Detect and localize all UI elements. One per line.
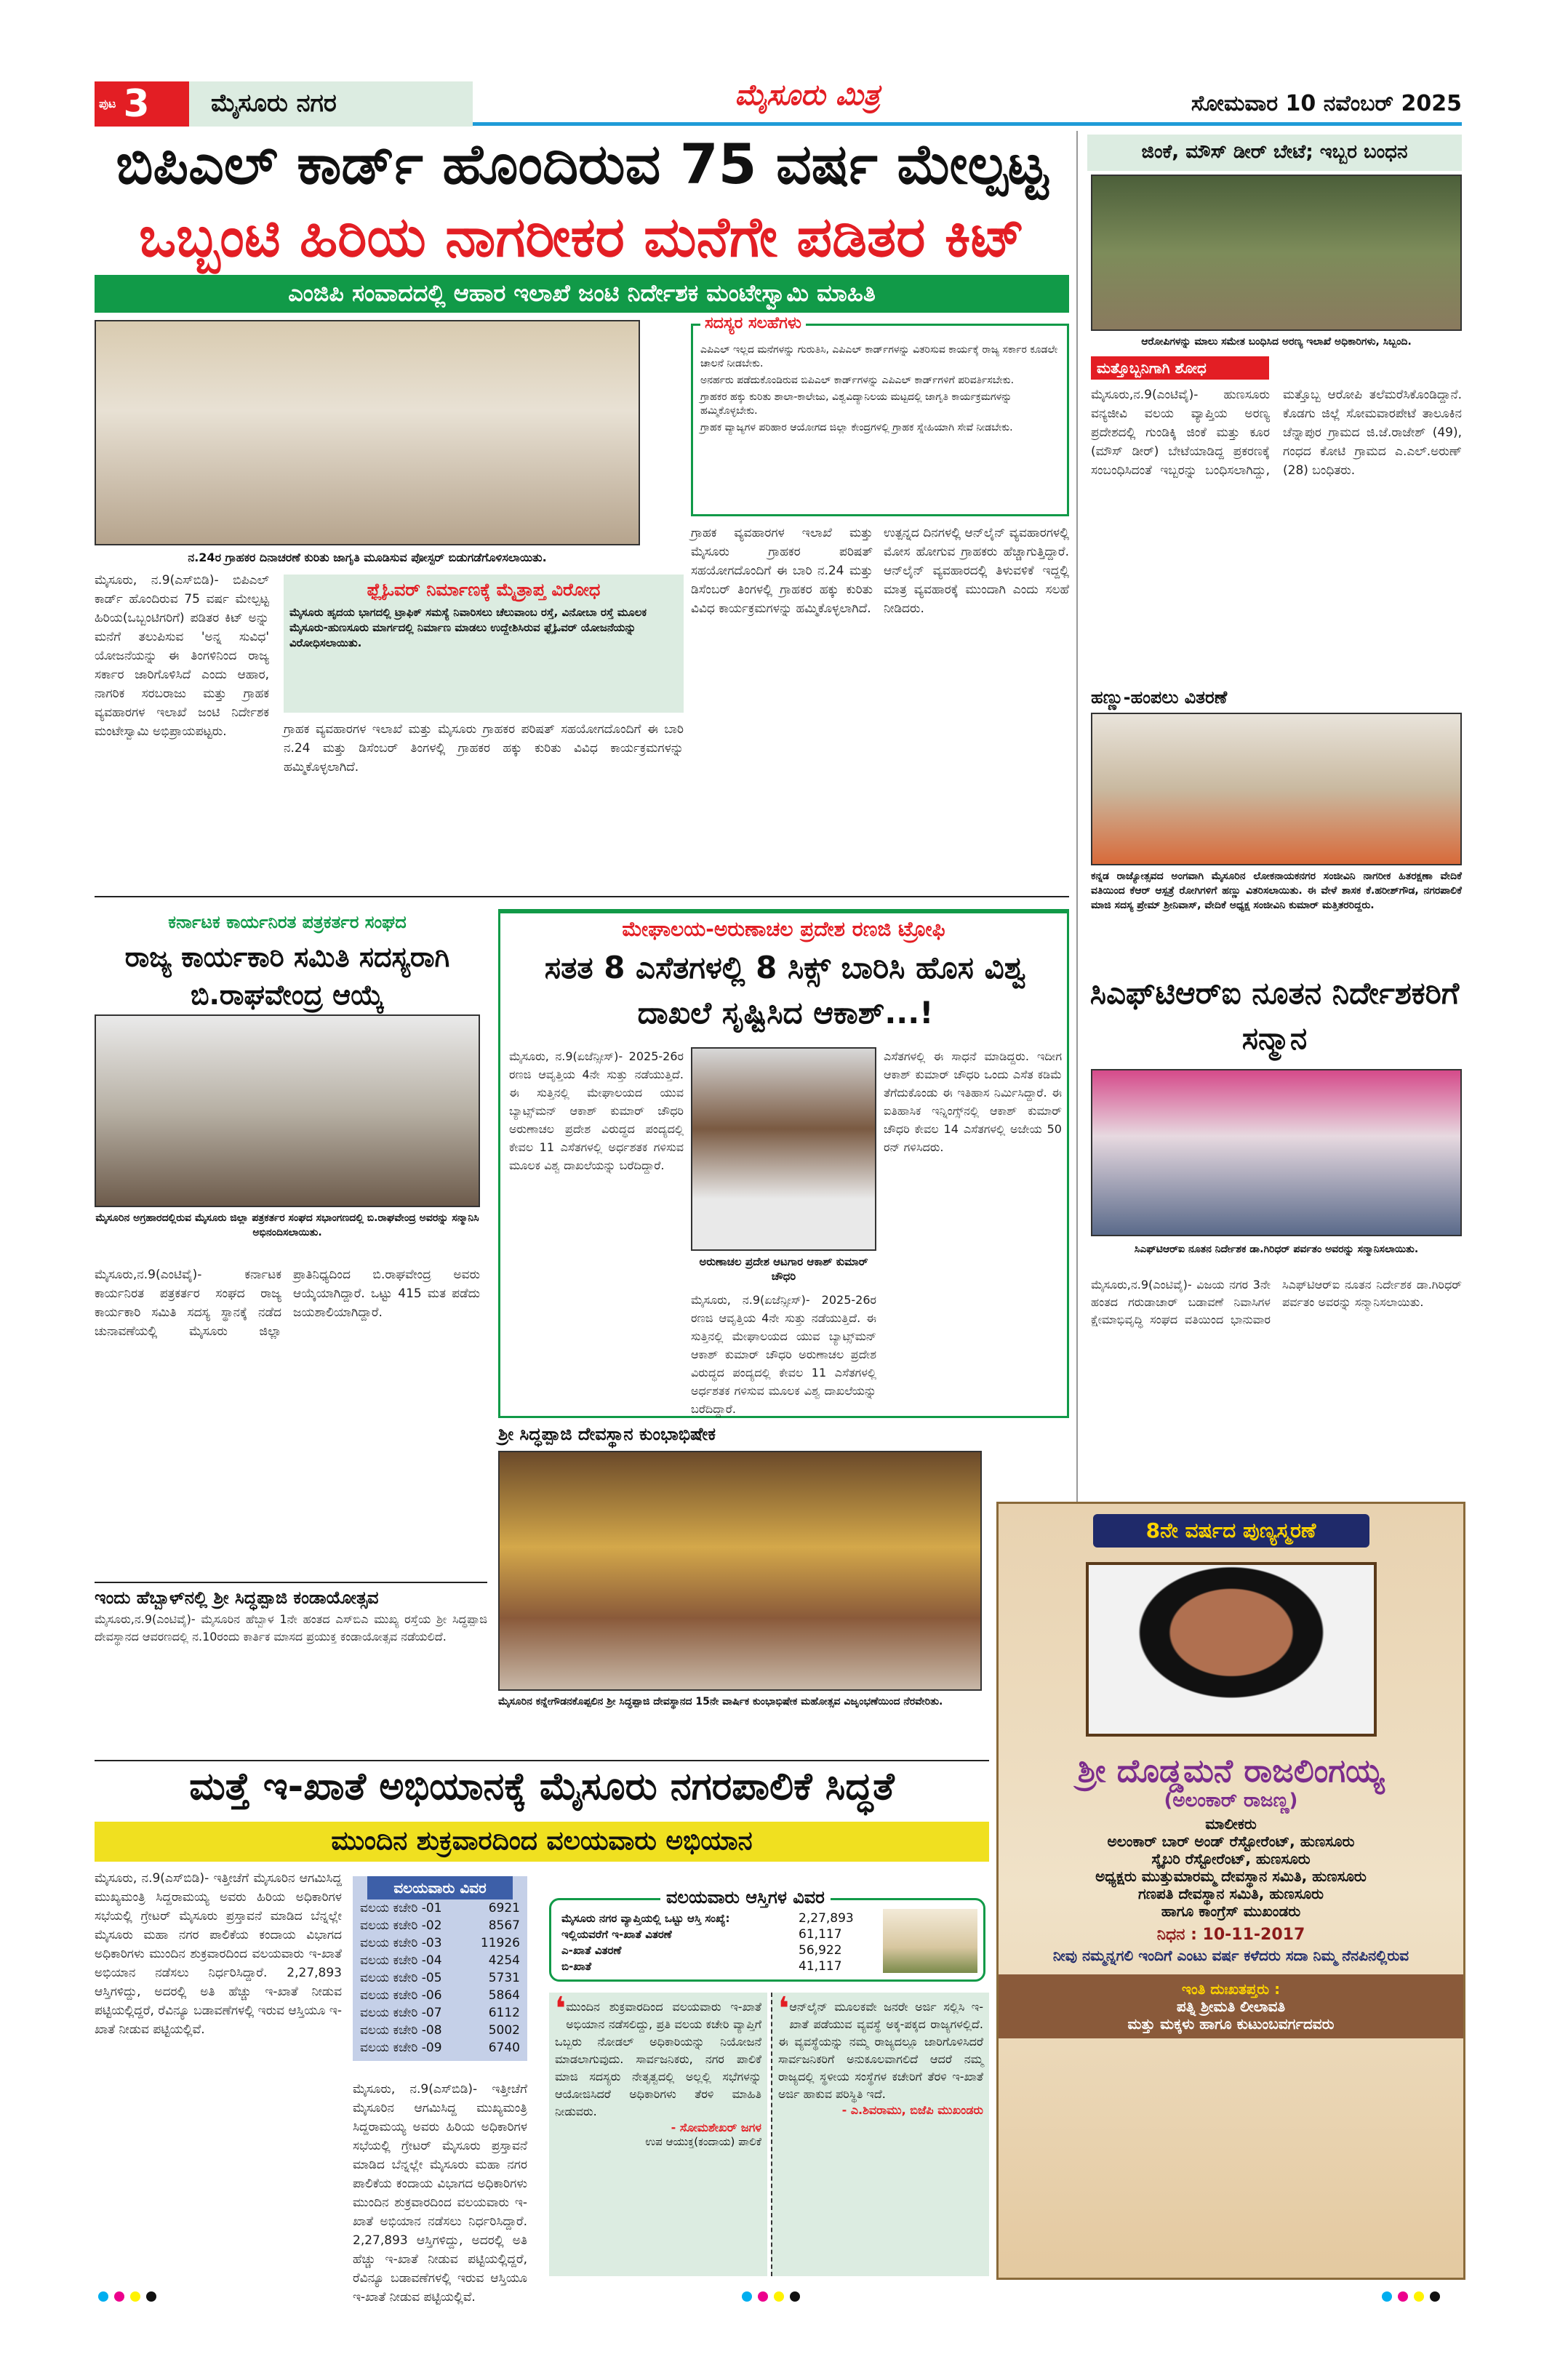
zone-count: 6112 [488, 2006, 520, 2020]
zone-row [353, 1969, 527, 1987]
asset-row [559, 1942, 879, 1958]
zone-name: ವಲಯ ಕಚೇರಿ -01 [360, 1901, 442, 1915]
cftri-photo [1091, 1069, 1462, 1236]
lead-headline-1: ಬಿಪಿಎಲ್ ಕಾರ್ಡ್ ಹೊಂದಿರುವ 75 ವರ್ಷ ಮೇಲ್ಪಟ್ಟ [116, 132, 1048, 196]
zone-name: ವಲಯ ಕಚೇರಿ -02 [360, 1918, 442, 1933]
zone-row [353, 1987, 527, 2004]
lead-subhead: ಎಂಜಿಪಿ ಸಂವಾದದಲ್ಲಿ ಆಹಾರ ಇಲಾಖೆ ಜಂಟಿ ನಿರ್ದೇಶಕ ಮಂಟೇಸ್ವಾಮಿ ಮಾಹಿತಿ [95, 275, 1069, 313]
deer-subhead: ಮತ್ತೊಬ್ಬನಿಗಾಗಿ ಶೋಧ [1091, 356, 1269, 380]
cftri-headline: ಸಿಎಫ್‌ಟಿಆರ್‌ಐ ನೂತನ ನಿರ್ದೇಶಕರಿಗೆ ಸನ್ಮಾನ [1089, 975, 1460, 1056]
zone-table-title: ವಲಯವಾರು ವಿವರ [367, 1876, 513, 1899]
assets-box [549, 1887, 985, 1982]
zone-name: ವಲಯ ಕಚೇರಿ -09 [360, 2041, 442, 2055]
quote-author-role: ಉಪ ಆಯುಕ್ತ(ಕಂದಾಯ) ಪಾಲಿಕೆ [645, 2135, 761, 2148]
temple-title: ಶ್ರೀ ಸಿದ್ಧಪ್ಪಾಜಿ ದೇವಸ್ಥಾನ ಕುಂಭಾಭಿಷೇಕ [498, 1424, 716, 1444]
suggestion-item: ಅನರ್ಹರು ಪಡೆದುಕೊಂಡಿರುವ ಬಿಪಿಎಲ್ ಕಾರ್ಡ್‌ಗಳನ್ನು ಎಪಿಎಲ್ ಕಾರ್ಡ್‌ಗಳಿಗೆ ಪರಿವರ್ತಿಸಬೇಕು. [700, 375, 1015, 386]
header-rule [473, 122, 1462, 126]
zone-row [353, 1934, 527, 1952]
suggestion-item: ಗ್ರಾಹಕರ ಹಕ್ಕು ಕುರಿತು ಶಾಲಾ-ಕಾಲೇಜು, ವಿಶ್ವವಿದ್ಯಾನಿಲಯ ಮಟ್ಟದಲ್ಲಿ ಜಾಗೃತಿ ಕಾರ್ಯಕ್ರಮಗಳನ್ನು ಹಮ್ಮಿಕೊಳ್ಳಬೇಕು. [700, 391, 1012, 417]
zone-table [353, 1876, 527, 2061]
fruits-headline: ಹಣ್ಣು-ಹಂಪಲು ವಿತರಣೆ [1091, 687, 1228, 708]
zone-row [353, 1899, 527, 1917]
assets-rows [559, 1910, 879, 1974]
masthead-logo: ಮೈಸೂರು ಮಿತ್ರ [735, 79, 880, 112]
obituary-message: ನೀವು ನಮ್ಮನ್ನಗಲಿ ಇಂದಿಗೆ ಎಂಟು ವರ್ಷ ಕಳೆದರು ಸದಾ ನಿಮ್ಮ ನೆನಪಿನಲ್ಲಿರುವ [1052, 1947, 1409, 1964]
print-registration-marks [1382, 2291, 1446, 2305]
obituary-banner: 8ನೇ ವರ್ಷದ ಪುಣ್ಯಸ್ಮರಣೆ [1093, 1514, 1369, 1548]
journalists-caption: ಮೈಸೂರಿನ ಅಗ್ರಹಾರದಲ್ಲಿರುವ ಮೈಸೂರು ಜಿಲ್ಲಾ ಪತ್ರಕರ್ತರ ಸಂಘದ ಸಭಾಂಗಣದಲ್ಲಿ ಬಿ.ರಾಘವೇಂದ್ರ ಅವರನ್ನು ಸನ್ಮಾನಿಸಿ ಅಭಿನಂದಿಸಲಾಯಿತು. [95, 1212, 479, 1238]
asset-label: ಎ-ಖಾತೆ ವಿತರಣೆ [561, 1944, 622, 1957]
obituary-line: ಮಾಲೀಕರು [1205, 1815, 1257, 1833]
zone-count: 8567 [488, 1918, 520, 1933]
zone-count: 5864 [488, 1988, 520, 2003]
suggestion-item: ಗ್ರಾಹಕ ವ್ಯಾಜ್ಯಗಳ ಪರಿಹಾರ ಆಯೋಗದ ಜಿಲ್ಲಾ ಕೇಂದ್ರಗಳಲ್ಲಿ ಗ್ರಾಹಕ ಸ್ನೇಹಿಯಾಗಿ ಸೇವೆ ನೀಡಬೇಕು. [700, 422, 1013, 433]
obituary-ad [996, 1502, 1465, 2280]
cftri-body: ಮೈಸೂರು,ನ.9(ಎಂಟಿವೈ)- ವಿಜಯ ನಗರ 3ನೇ ಹಂತದ ಗರುಡಾಚಾರ್ ಬಡಾವಣೆ ನಿವಾಸಿಗಳ ಕ್ಷೇಮಾಭಿವೃದ್ಧಿ ಸಂಘದ ವತಿಯಿಂದ ಭಾನುವಾರ ಸಿಎಫ್‌ಟಿಆರ್‌ಐ ನೂತನ ನಿರ್ದೇಶಕ ಡಾ.ಗಿರಿಧರ್ ಪರ್ವತಂ ಅವರನ್ನು ಸನ್ಮಾನಿಸಲಾಯಿತು. [1091, 1278, 1462, 1326]
asset-row [559, 1958, 879, 1974]
zone-name: ವಲಯ ಕಚೇರಿ -08 [360, 2023, 442, 2038]
lead-body-col4: ಉತ್ಪನ್ನದ ದಿನಗಳಲ್ಲಿ ಆನ್‌ಲೈನ್ ವ್ಯವಹಾರಗಳಲ್ಲಿ ಮೋಸ ಹೋಗುವ ಗ್ರಾಹಕರು ಹೆಚ್ಚಾಗುತ್ತಿದ್ದಾರೆ. ಆನ್‌ಲೈನ್ ವ್ಯವಹಾರದಲ್ಲಿ ತಿಳುವಳಿಕೆ ಇದ್ದಲ್ಲಿ ಮಾತ್ರ ವ್ಯವಹಾರಕ್ಕೆ ಮುಂದಾಗಿ ಎಂದು ಸಲಹೆ ನೀಡಿದರು. [884, 526, 1069, 616]
obituary-line: ಅಧ್ಯಕ್ಷರು ಮುತ್ತುಮಾರಮ್ಮ ದೇವಸ್ಥಾನ ಸಮಿತಿ, ಹುಣಸೂರು [1095, 1867, 1367, 1885]
flyover-title: ಫ್ಲೈಓವರ್ ನಿರ್ಮಾಣಕ್ಕೆ ಮೈತ್ರಾಪ್ತ ವಿರೋಧ [367, 580, 601, 600]
zone-count: 6921 [488, 1901, 520, 1915]
deer-body: ಮೈಸೂರು,ನ.9(ಎಂಟಿವೈ)- ಹುಣಸೂರು ವನ್ಯಜೀವಿ ವಲಯ ವ್ಯಾಪ್ತಿಯ ಅರಣ್ಯ ಪ್ರದೇಶದಲ್ಲಿ ಗುಂಡಿಕ್ಕಿ ಜಿಂಕೆ ಮತ್ತು ಕೂರ (ಮೌಸ್ ಡೀರ್) ಬೇಟೆಯಾಡಿದ್ದ ಪ್ರಕರಣಕ್ಕೆ ಸಂಬಂಧಿಸಿದಂತೆ ಇಬ್ಬರನ್ನು ಬಂಧಿಸಲಾಗಿದ್ದು, ಮತ್ತೊಬ್ಬ ಆರೋಪಿ ತಲೆಮರೆಸಿಕೊಂಡಿದ್ದಾನೆ. ಕೊಡಗು ಜಿಲ್ಲೆ ಸೋಮವಾರಪೇಟೆ ತಾಲೂಕಿನ ಚೆನ್ನಾಪುರ ಗ್ರಾಮದ ಜಿ.ಜೆ.ರಾಜೇಶ್ (49), ಗಂಧದ ಕೋಟಿ ಗ್ರಾಮದ ಎ.ಎಲ್.ಅರುಣ್ (28) ಬಂಧಿತರು. [1091, 388, 1462, 478]
zone-row [353, 1917, 527, 1934]
quote-box-1 [549, 1990, 767, 2276]
suggestions-title: ಸದಸ್ಯರ ಸಲಹೆಗಳು [700, 314, 806, 332]
akash-caption: ಅರುಣಾಚಲ ಪ್ರದೇಶ ಆಟಗಾರ ಆಕಾಶ್ ಕುಮಾರ್ ಚೌಧರಿ [699, 1255, 868, 1283]
section-name: ಮೈಸೂರು ನಗರ [189, 81, 473, 127]
obituary-line: ಗಣಪತಿ ದೇವಸ್ಥಾನ ಸಮಿತಿ, ಹುಣಸೂರು [1137, 1885, 1324, 1902]
ekhata-headline: ಮತ್ತೆ ಇ-ಖಾತೆ ಅಭಿಯಾನಕ್ಕೆ ಮೈಸೂರು ನಗರಪಾಲಿಕೆ ಸಿದ್ಧತೆ [95, 1760, 989, 1809]
zone-row [353, 2022, 527, 2039]
zone-name: ವಲಯ ಕಚೇರಿ -06 [360, 1988, 442, 2003]
zone-count: 5002 [488, 2023, 520, 2038]
portrait-photo [1086, 1562, 1377, 1737]
zone-row [353, 2039, 527, 2057]
zone-name: ವಲಯ ಕಚೇರಿ -04 [360, 1953, 442, 1968]
flyover-text: ಮೈಸೂರು ಹೃದಯ ಭಾಗದಲ್ಲಿ ಟ್ರಾಫಿಕ್ ಸಮಸ್ಯೆ ನಿವಾರಿಸಲು ಚೆಲುವಾಂಬ ರಸ್ತೆ, ವಿನೋಬಾ ರಸ್ತೆ ಮೂಲಕ ಮೈಸೂರು-ಹುಣಸೂರು ಮಾರ್ಗದಲ್ಲಿ ನಿರ್ಮಾಣ ಮಾಡಲು ಉದ್ದೇಶಿಸಿರುವ ಫ್ಲೈಓವರ್ ಯೋಜನೆಯನ್ನು ವಿರೋಧಿಸಲಾಯಿತು. [289, 605, 647, 649]
cricket-kicker: ಮೇಘಾಲಯ-ಅರುಣಾಚಲ ಪ್ರದೇಶ ರಣಜಿ ಟ್ರೋಫಿ [622, 917, 945, 941]
zone-name: ವಲಯ ಕಚೇರಿ -07 [360, 2006, 442, 2020]
page-number-box [95, 81, 189, 127]
cricket-body-mid: ಮೈಸೂರು, ನ.9(ಏಜೆನ್ಸೀಸ್)- 2025-26ರ ರಣಜಿ ಆವೃತ್ತಿಯ 4ನೇ ಸುತ್ತು ನಡೆಯುತ್ತಿದೆ. ಈ ಸುತ್ತಿನಲ್ಲಿ ಮೇಘಾಲಯದ ಯುವ ಬ್ಯಾಟ್ಸ್‌ಮನ್ ಆಕಾಶ್ ಕುಮಾರ್ ಚೌಧರಿ ಅರುಣಾಚಲ ಪ್ರದೇಶ ವಿರುದ್ಧದ ಪಂದ್ಯದಲ್ಲಿ ಕೇವಲ 11 ಎಸೆತಗಳಲ್ಲಿ ಅರ್ಧಶತಕ ಗಳಿಸುವ ಮೂಲಕ ವಿಶ್ವ ದಾಖಲೆಯನ್ನು ಬರೆದಿದ್ದಾರೆ. [691, 1293, 876, 1416]
mourner: ಪತ್ನಿ ಶ್ರೀಮತಿ ಲೀಲಾವತಿ [1176, 1998, 1286, 2015]
print-registration-marks [98, 2291, 162, 2305]
quote-author: - ಎ.ಶಿವರಾಮು, ಬಿಜೆಪಿ ಮುಖಂಡರು [841, 2103, 983, 2117]
zone-name: ವಲಯ ಕಚೇರಿ -05 [360, 1971, 442, 1985]
quote-author: - ಸೋಮಶೇಖರ್ ಜಗಳ [671, 2121, 761, 2134]
cftri-caption: ಸಿಎಫ್‌ಟಿಆರ್‌ಐ ನೂತನ ನಿರ್ದೇಶಕ ಡಾ.ಗಿರಿಧರ್ ಪರ್ವತಂ ಅವರನ್ನು ಸನ್ಮಾನಿಸಲಾಯಿತು. [1134, 1244, 1419, 1255]
obituary-line: ಅಲಂಕಾರ್ ಬಾರ್ ಅಂಡ್ ರೆಸ್ಟೋರೆಂಟ್, ಹುಣಸೂರು [1107, 1833, 1355, 1850]
quote-text: ಮುಂದಿನ ಶುಕ್ರವಾರದಿಂದ ವಲಯವಾರು ಇ-ಖಾತೆ ಅಭಿಯಾನ ನಡೆಸಲಿದ್ದು, ಪ್ರತಿ ವಲಯ ಕಚೇರಿ ವ್ಯಾಪ್ತಿಗೆ ಒಬ್ಬರು ನೋಡಲ್ ಅಧಿಕಾರಿಯನ್ನು ನಿಯೋಜನೆ ಮಾಡಲಾಗುವುದು. ಸಾರ್ವಜನಿಕರು, ನಗರ ಪಾಲಿಕೆ ಮಾಜಿ ಸದಸ್ಯರು ನೇತೃತ್ವದಲ್ಲಿ ಅಲ್ಲಲ್ಲಿ ಸಭೆಗಳನ್ನು ಆಯೋಜಿಸಿದರೆ ಅಧಿಕಾರಿಗಳು ತೆರಳಿ ಮಾಹಿತಿ ನೀಡುವರು. [555, 2000, 761, 2118]
print-registration-marks [742, 2291, 806, 2305]
city-corporation-photo [883, 1909, 977, 1973]
zone-count: 5731 [488, 1971, 520, 1985]
temple-photo [498, 1451, 982, 1691]
cricket-headline: ಸತತ 8 ಎಸೆತಗಳಲ್ಲಿ 8 ಸಿಕ್ಸ್ ಬಾರಿಸಿ ಹೊಸ ವಿಶ್ವ ದಾಖಲೆ ಸೃಷ್ಟಿಸಿದ ಆಕಾಶ್...! [544, 950, 1027, 1030]
page-label: ಪುಟ [99, 97, 116, 111]
cricket-body-right: ಎಸೆತಗಳಲ್ಲಿ ಈ ಸಾಧನೆ ಮಾಡಿದ್ದರು. ಇದೀಗ ಆಕಾಶ್ ಕುಮಾರ್ ಚೌಧರಿ ಒಂದು ಎಸೆತ ಕಡಿಮೆ ತೆಗೆದುಕೊಂಡು ಈ ಇತಿಹಾಸ ನಿರ್ಮಿಸಿದ್ದಾರೆ. ಈ ಐತಿಹಾಸಿಕ ಇನ್ನಿಂಗ್ಸ್‌ನಲ್ಲಿ ಆಕಾಶ್ ಕುಮಾರ್ ಚೌಧರಿ ಕೇವಲ 14 ಎಸೆತಗಳಲ್ಲಿ ಅಜೇಯ 50 ರನ್ ಗಳಿಸಿದರು. [884, 1049, 1062, 1154]
zone-name: ವಲಯ ಕಚೇರಿ -03 [360, 1936, 442, 1950]
poster-release-photo [95, 320, 640, 545]
flyover-box [284, 575, 684, 713]
deer-caption: ಆರೋಪಿಗಳನ್ನು ಮಾಲು ಸಮೇತ ಬಂಧಿಸಿದ ಅರಣ್ಯ ಇಲಾಖೆ ಅಧಿಕಾರಿಗಳು, ಸಿಬ್ಬಂದಿ. [1141, 336, 1412, 348]
mourners-label: ಇಂತಿ ದುಃಖತಪ್ತರು : [1181, 1980, 1281, 1998]
obituary-line: ಹಾಗೂ ಕಾಂಗ್ರೆಸ್ ಮುಖಂಡರು [1161, 1902, 1301, 1920]
issue-date: ಸೋಮವಾರ 10 ನವೆಂಬರ್ 2025 [1191, 91, 1462, 116]
ekhata-body-col1: ಮೈಸೂರು, ನ.9(ಎಸ್‌ಬಿಡಿ)- ಇತ್ತೀಚೆಗೆ ಮೈಸೂರಿನ ಆಗಮಿಸಿದ್ದ ಮುಖ್ಯಮಂತ್ರಿ ಸಿದ್ದರಾಮಯ್ಯ ಅವರು ಹಿರಿಯ ಅಧಿಕಾರಿಗಳ ಸಭೆಯಲ್ಲಿ ಗ್ರೇಟರ್ ಮೈಸೂರು ಪ್ರಸ್ತಾವನೆ ಮಾಡಿದ ಬೆನ್ನಲ್ಲೇ ಮೈಸೂರು ಮಹಾ ನಗರ ಪಾಲಿಕೆಯ ಕಂದಾಯ ವಿಭಾಗದ ಅಧಿಕಾರಿಗಳು ಮುಂದಿನ ಶುಕ್ರವಾರದಿಂದ ವಲಯವಾರು ಇ-ಖಾತೆ ಅಭಿಯಾನ ನಡೆಸಲು ನಿರ್ಧರಿಸಿದ್ದಾರೆ. 2,27,893 ಆಸ್ತಿಗಳಿದ್ದು, ಅದರಲ್ಲಿ ಅತಿ ಹೆಚ್ಚು ಇ-ಖಾತೆ ನೀಡುವ ಪಟ್ಟಿಯಲ್ಲಿದ್ದರೆ, ರೆವಿನ್ಯೂ ಬಡಾವಣೆಗಳಲ್ಲಿ ಇರುವ ಆಸ್ತಿಯೂ ಇ-ಖಾತೆ ನೀಡುವ ಪಟ್ಟಿಯಲ್ಲಿವೆ. [95, 1871, 342, 2037]
suggestions-box [691, 314, 1069, 516]
asset-value: 41,117 [799, 1959, 842, 1974]
quote-mark-icon: ❛ [555, 1990, 567, 2027]
mourner: ಮತ್ತು ಮಕ್ಕಳು ಹಾಗೂ ಕುಟುಂಬವರ್ಗದವರು [1127, 2015, 1335, 2033]
fruits-distribution-photo [1091, 713, 1462, 865]
deer-arrest-photo [1091, 175, 1462, 331]
suggestion-item: ಎಪಿಎಲ್ ಇಲ್ಲದ ಮನೆಗಳನ್ನು ಗುರುತಿಸಿ, ಎಪಿಎಲ್ ಕಾರ್ಡ್‌ಗಳನ್ನು ವಿತರಿಸುವ ಕಾರ್ಯಕ್ಕೆ ರಾಜ್ಯ ಸರ್ಕಾರ ಕೂಡಲೇ ಚಾಲನೆ ನೀಡಬೇಕು. [700, 344, 1058, 369]
asset-value: 61,117 [799, 1927, 842, 1942]
hebbal-body: ಮೈಸೂರು,ನ.9(ಎಂಟಿವೈ)- ಮೈಸೂರಿನ ಹೆಬ್ಬಾಳ 1ನೇ ಹಂತದ ಎಸ್‌ಬಿಎ ಮುಖ್ಯ ರಸ್ತೆಯ ಶ್ರೀ ಸಿದ್ಧಪ್ಪಾಜಿ ದೇವಸ್ಥಾನದ ಆವರಣದಲ್ಲಿ ನ.10ರಂದು ಕಾರ್ತಿಕ ಮಾಸದ ಪ್ರಯುಕ್ತ ಕಂಡಾಯೋತ್ಸವ ನಡೆಯಲಿದೆ. [95, 1612, 487, 1644]
obituary-alias: (ಅಲಂಕಾರ್ ರಾಜಣ್ಣ) [1164, 1790, 1298, 1811]
obituary-death-date: ನಿಧನ : 10-11-2017 [1156, 1926, 1305, 1944]
lead-photo-caption: ನ.24ರ ಗ್ರಾಹಕರ ದಿನಾಚರಣೆ ಕುರಿತು ಜಾಗೃತಿ ಮೂಡಿಸುವ ಪೋಸ್ಟರ್ ಬಿಡುಗಡೆಗೊಳಿಸಲಾಯಿತು. [188, 551, 547, 564]
quote-text: ಆನ್‌ಲೈನ್ ಮೂಲಕವೇ ಜನರೇ ಅರ್ಜಿ ಸಲ್ಲಿಸಿ ಇ-ಖಾತೆ ಪಡೆಯುವ ವ್ಯವಸ್ಥೆ ಅಕ್ಕ-ಪಕ್ಕದ ರಾಜ್ಯಗಳಲ್ಲಿದೆ. ಈ ವ್ಯವಸ್ಥೆಯನ್ನು ನಮ್ಮ ರಾಜ್ಯದಲ್ಲೂ ಜಾರಿಗೊಳಿಸಿದರೆ ಸಾರ್ವಜನಿಕರಿಗೆ ಅನುಕೂಲವಾಗಲಿದೆ ಆದರೆ ನಮ್ಮ ರಾಜ್ಯದಲ್ಲಿ ಸ್ಥಳೀಯ ಸಂಸ್ಥೆಗಳ ಕಚೇರಿಗೆ ತೆರಳಿ ಇ-ಖಾತೆ ಅರ್ಜಿ ಹಾಕುವ ಪರಿಸ್ಥಿತಿ ಇದೆ. [778, 2000, 983, 2101]
asset-row [559, 1926, 879, 1942]
ekhata-subhead: ಮುಂದಿನ ಶುಕ್ರವಾರದಿಂದ ವಲಯವಾರು ಅಭಿಯಾನ [95, 1822, 989, 1862]
assets-title: ವಲಯವಾರು ಆಸ್ತಿಗಳ ವಿವರ [660, 1887, 831, 1907]
zone-count: 4254 [488, 1953, 520, 1968]
akash-photo [691, 1047, 876, 1251]
zone-row [353, 2004, 527, 2022]
divider [95, 896, 1069, 897]
fruits-caption: ಕನ್ನಡ ರಾಜ್ಯೋತ್ಸವದ ಅಂಗವಾಗಿ ಮೈಸೂರಿನ ಲೋಕನಾಯಕನಗರ ಸಂಜೀವಿನಿ ನಾಗರೀಕ ಹಿತರಕ್ಷಣಾ ವೇದಿಕೆ ವತಿಯಿಂದ ಕೆಆರ್ ಆಸ್ಪತ್ರೆ ರೋಗಿಗಳಿಗೆ ಹಣ್ಣು ವಿತರಿಸಲಾಯಿತು. ಈ ವೇಳೆ ಶಾಸಕ ಕೆ.ಹರೀಶ್‌ಗೌಡ, ನಗರಪಾಲಿಕೆ ಮಾಜಿ ಸದಸ್ಯ ಪ್ರೇಮ್ ಶ್ರೀನಿವಾಸ್, ವೇದಿಕೆ ಅಧ್ಯಕ್ಷ ಸಂಜೀವಿನಿ ಕುಮಾರ್ ಮತ್ತಿತರರಿದ್ದರು. [1091, 870, 1462, 911]
obituary-name: ಶ್ರೀ ದೊಡ್ಡಮನೆ ರಾಜಲಿಂಗಯ್ಯ [1077, 1753, 1385, 1790]
journalists-photo [95, 1014, 480, 1207]
lead-body-col1: ಮೈಸೂರು, ನ.9(ಎಸ್‌ಬಿಡಿ)- ಬಿಪಿಎಲ್ ಕಾರ್ಡ್ ಹೊಂದಿರುವ 75 ವರ್ಷ ಮೇಲ್ಪಟ್ಟ ಹಿರಿಯ(ಒಬ್ಬಂಟಿಗರಿಗೆ) ಪಡಿತರ ಕಿಟ್ ಅನ್ನು ಮನೆಗೆ ತಲುಪಿಸುವ 'ಅನ್ನ ಸುವಿಧ' ಯೋಜನೆಯನ್ನು ಈ ತಿಂಗಳಿನಿಂದ ರಾಜ್ಯ ಸರ್ಕಾರ ಜಾರಿಗೊಳಿಸಿದೆ ಎಂದು ಆಹಾರ, ನಾಗರಿಕ ಸರಬರಾಜು ಮತ್ತು ಗ್ರಾಹಕ ವ್ಯವಹಾರಗಳ ಇಲಾಖೆ ಜಂಟಿ ನಿರ್ದೇಶಕ ಮಂಟೇಸ್ವಾಮಿ ಅಭಿಪ್ರಾಯಪಟ್ಟರು. [95, 573, 269, 739]
asset-value: 2,27,893 [799, 1911, 854, 1926]
cricket-body-left: ಮೈಸೂರು, ನ.9(ಏಜೆನ್ಸೀಸ್)- 2025-26ರ ರಣಜಿ ಆವೃತ್ತಿಯ 4ನೇ ಸುತ್ತು ನಡೆಯುತ್ತಿದೆ. ಈ ಸುತ್ತಿನಲ್ಲಿ ಮೇಘಾಲಯದ ಯುವ ಬ್ಯಾಟ್ಸ್‌ಮನ್ ಆಕಾಶ್ ಕುಮಾರ್ ಚೌಧರಿ ಅರುಣಾಚಲ ಪ್ರದೇಶ ವಿರುದ್ಧದ ಪಂದ್ಯದಲ್ಲಿ ಕೇವಲ 11 ಎಸೆತಗಳಲ್ಲಿ ಅರ್ಧಶತಕ ಗಳಿಸುವ ಮೂಲಕ ವಿಶ್ವ ದಾಖಲೆಯನ್ನು ಬರೆದಿದ್ದಾರೆ. [509, 1049, 684, 1172]
zone-row [353, 1952, 527, 1969]
journalists-headline: ರಾಜ್ಯ ಕಾರ್ಯಕಾರಿ ಸಮಿತಿ ಸದಸ್ಯರಾಗಿ ಬಿ.ರಾಘವೇಂದ್ರ ಆಯ್ಕೆ [124, 941, 450, 1011]
obituary-line: ಸ್ಕೈಬರಿ ರೆಸ್ಟೋರೆಂಟ್, ಹುಣಸೂರು [1151, 1850, 1311, 1867]
deer-headline: ಜಿಂಕೆ, ಮೌಸ್ ಡೀರ್ ಬೇಟೆ; ಇಬ್ಬರ ಬಂಧನ [1087, 135, 1462, 171]
quote-mark-icon: ❛ [778, 1990, 790, 2027]
asset-value: 56,922 [799, 1943, 842, 1958]
zone-count: 6740 [488, 2041, 520, 2055]
ekhata-body-col2: ಮೈಸೂರು, ನ.9(ಎಸ್‌ಬಿಡಿ)- ಇತ್ತೀಚೆಗೆ ಮೈಸೂರಿನ ಆಗಮಿಸಿದ್ದ ಮುಖ್ಯಮಂತ್ರಿ ಸಿದ್ದರಾಮಯ್ಯ ಅವರು ಹಿರಿಯ ಅಧಿಕಾರಿಗಳ ಸಭೆಯಲ್ಲಿ ಗ್ರೇಟರ್ ಮೈಸೂರು ಪ್ರಸ್ತಾವನೆ ಮಾಡಿದ ಬೆನ್ನಲ್ಲೇ ಮೈಸೂರು ಮಹಾ ನಗರ ಪಾಲಿಕೆಯ ಕಂದಾಯ ವಿಭಾಗದ ಅಧಿಕಾರಿಗಳು ಮುಂದಿನ ಶುಕ್ರವಾರದಿಂದ ವಲಯವಾರು ಇ-ಖಾತೆ ಅಭಿಯಾನ ನಡೆಸಲು ನಿರ್ಧರಿಸಿದ್ದಾರೆ. 2,27,893 ಆಸ್ತಿಗಳಿದ್ದು, ಅದರಲ್ಲಿ ಅತಿ ಹೆಚ್ಚು ಇ-ಖಾತೆ ನೀಡುವ ಪಟ್ಟಿಯಲ್ಲಿದ್ದರೆ, ರೆವಿನ್ಯೂ ಬಡಾವಣೆಗಳಲ್ಲಿ ಇರುವ ಆಸ್ತಿಯೂ ಇ-ಖಾತೆ ನೀಡುವ ಪಟ್ಟಿಯಲ್ಲಿವೆ. [353, 2082, 527, 2305]
asset-row [559, 1910, 879, 1926]
lead-body-col3: ಗ್ರಾಹಕ ವ್ಯವಹಾರಗಳ ಇಲಾಖೆ ಮತ್ತು ಮೈಸೂರು ಗ್ರಾಹಕರ ಪರಿಷತ್ ಸಹಯೋಗದೊಂದಿಗೆ ಈ ಬಾರಿ ನ.24 ಮತ್ತು ಡಿಸೆಂಬರ್ ತಿಂಗಳಲ್ಲಿ ಗ್ರಾಹಕರ ಹಕ್ಕು ಕುರಿತು ವಿವಿಧ ಕಾರ್ಯಕ್ರಮಗಳನ್ನು ಹಮ್ಮಿಕೊಳ್ಳಲಾಗಿದೆ. [691, 526, 873, 616]
zone-count: 11926 [480, 1936, 520, 1950]
lead-headline-2: ಒಬ್ಬಂಟಿ ಹಿರಿಯ ನಾಗರೀಕರ ಮನೆಗೇ ಪಡಿತರ ಕಿಟ್ [139, 204, 1025, 269]
hebbal-headline: ಇಂದು ಹೆಬ್ಬಾಳ್‌ನಲ್ಲಿ ಶ್ರೀ ಸಿದ್ಧಪ್ಪಾಜಿ ಕಂಡಾಯೋತ್ಸವ [95, 1582, 487, 1608]
lead-body-col2: ಗ್ರಾಹಕ ವ್ಯವಹಾರಗಳ ಇಲಾಖೆ ಮತ್ತು ಮೈಸೂರು ಗ್ರಾಹಕರ ಪರಿಷತ್ ಸಹಯೋಗದೊಂದಿಗೆ ಈ ಬಾರಿ ನ.24 ಮತ್ತು ಡಿಸೆಂಬರ್ ತಿಂಗಳಲ್ಲಿ ಗ್ರಾಹಕರ ಹಕ್ಕು ಕುರಿತು ವಿವಿಧ ಕಾರ್ಯಕ್ರಮಗಳನ್ನು ಹಮ್ಮಿಕೊಳ್ಳಲಾಗಿದೆ. [284, 722, 684, 774]
mourners-box [999, 1974, 1463, 2038]
asset-label: ಇಲ್ಲಿಯವರೆಗೆ ಇ-ಖಾತೆ ವಿತರಣೆ [561, 1928, 672, 1941]
asset-label: ಮೈಸೂರು ನಗರ ವ್ಯಾಪ್ತಿಯಲ್ಲಿ ಒಟ್ಟು ಆಸ್ತಿ ಸಂಖ್ಯೆ: [561, 1912, 730, 1925]
quote-box-2 [771, 1990, 989, 2276]
temple-caption: ಮೈಸೂರಿನ ಕನ್ನೇಗೌಡನಕೊಪ್ಪಲಿನ ಶ್ರೀ ಸಿದ್ಧಪ್ಪಾಜಿ ದೇವಸ್ಥಾನದ 15ನೇ ವಾರ್ಷಿಕ ಕುಂಭಾಭಿಷೇಕ ಮಹೋತ್ಸವ ವಿಜೃಂಭಣೆಯಿಂದ ನೆರವೇರಿತು. [498, 1696, 943, 1708]
zone-table-rows [353, 1899, 527, 2057]
journalists-body: ಮೈಸೂರು,ನ.9(ಎಂಟಿವೈ)- ಕರ್ನಾಟಕ ಕಾರ್ಯನಿರತ ಪತ್ರಕರ್ತರ ಸಂಘದ ರಾಜ್ಯ ಕಾರ್ಯಕಾರಿ ಸಮಿತಿ ಸದಸ್ಯ ಸ್ಥಾನಕ್ಕೆ ನಡೆದ ಚುನಾವಣೆಯಲ್ಲಿ ಮೈಸೂರು ಜಿಲ್ಲಾ ಪ್ರಾತಿನಿಧ್ಯದಿಂದ ಬಿ.ರಾಘವೇಂದ್ರ ಅವರು ಆಯ್ಕೆಯಾಗಿದ್ದಾರೆ. ಒಟ್ಟು 415 ಮತ ಪಡೆದು ಜಯಶಾಲಿಯಾಗಿದ್ದಾರೆ. [95, 1268, 480, 1339]
journalists-kicker: ಕರ್ನಾಟಕ ಕಾರ್ಯನಿರತ ಪತ್ರಕರ್ತರ ಸಂಘದ [168, 912, 407, 932]
asset-label: ಬಿ-ಖಾತೆ [561, 1960, 592, 1973]
page-number: 3 [123, 82, 150, 126]
